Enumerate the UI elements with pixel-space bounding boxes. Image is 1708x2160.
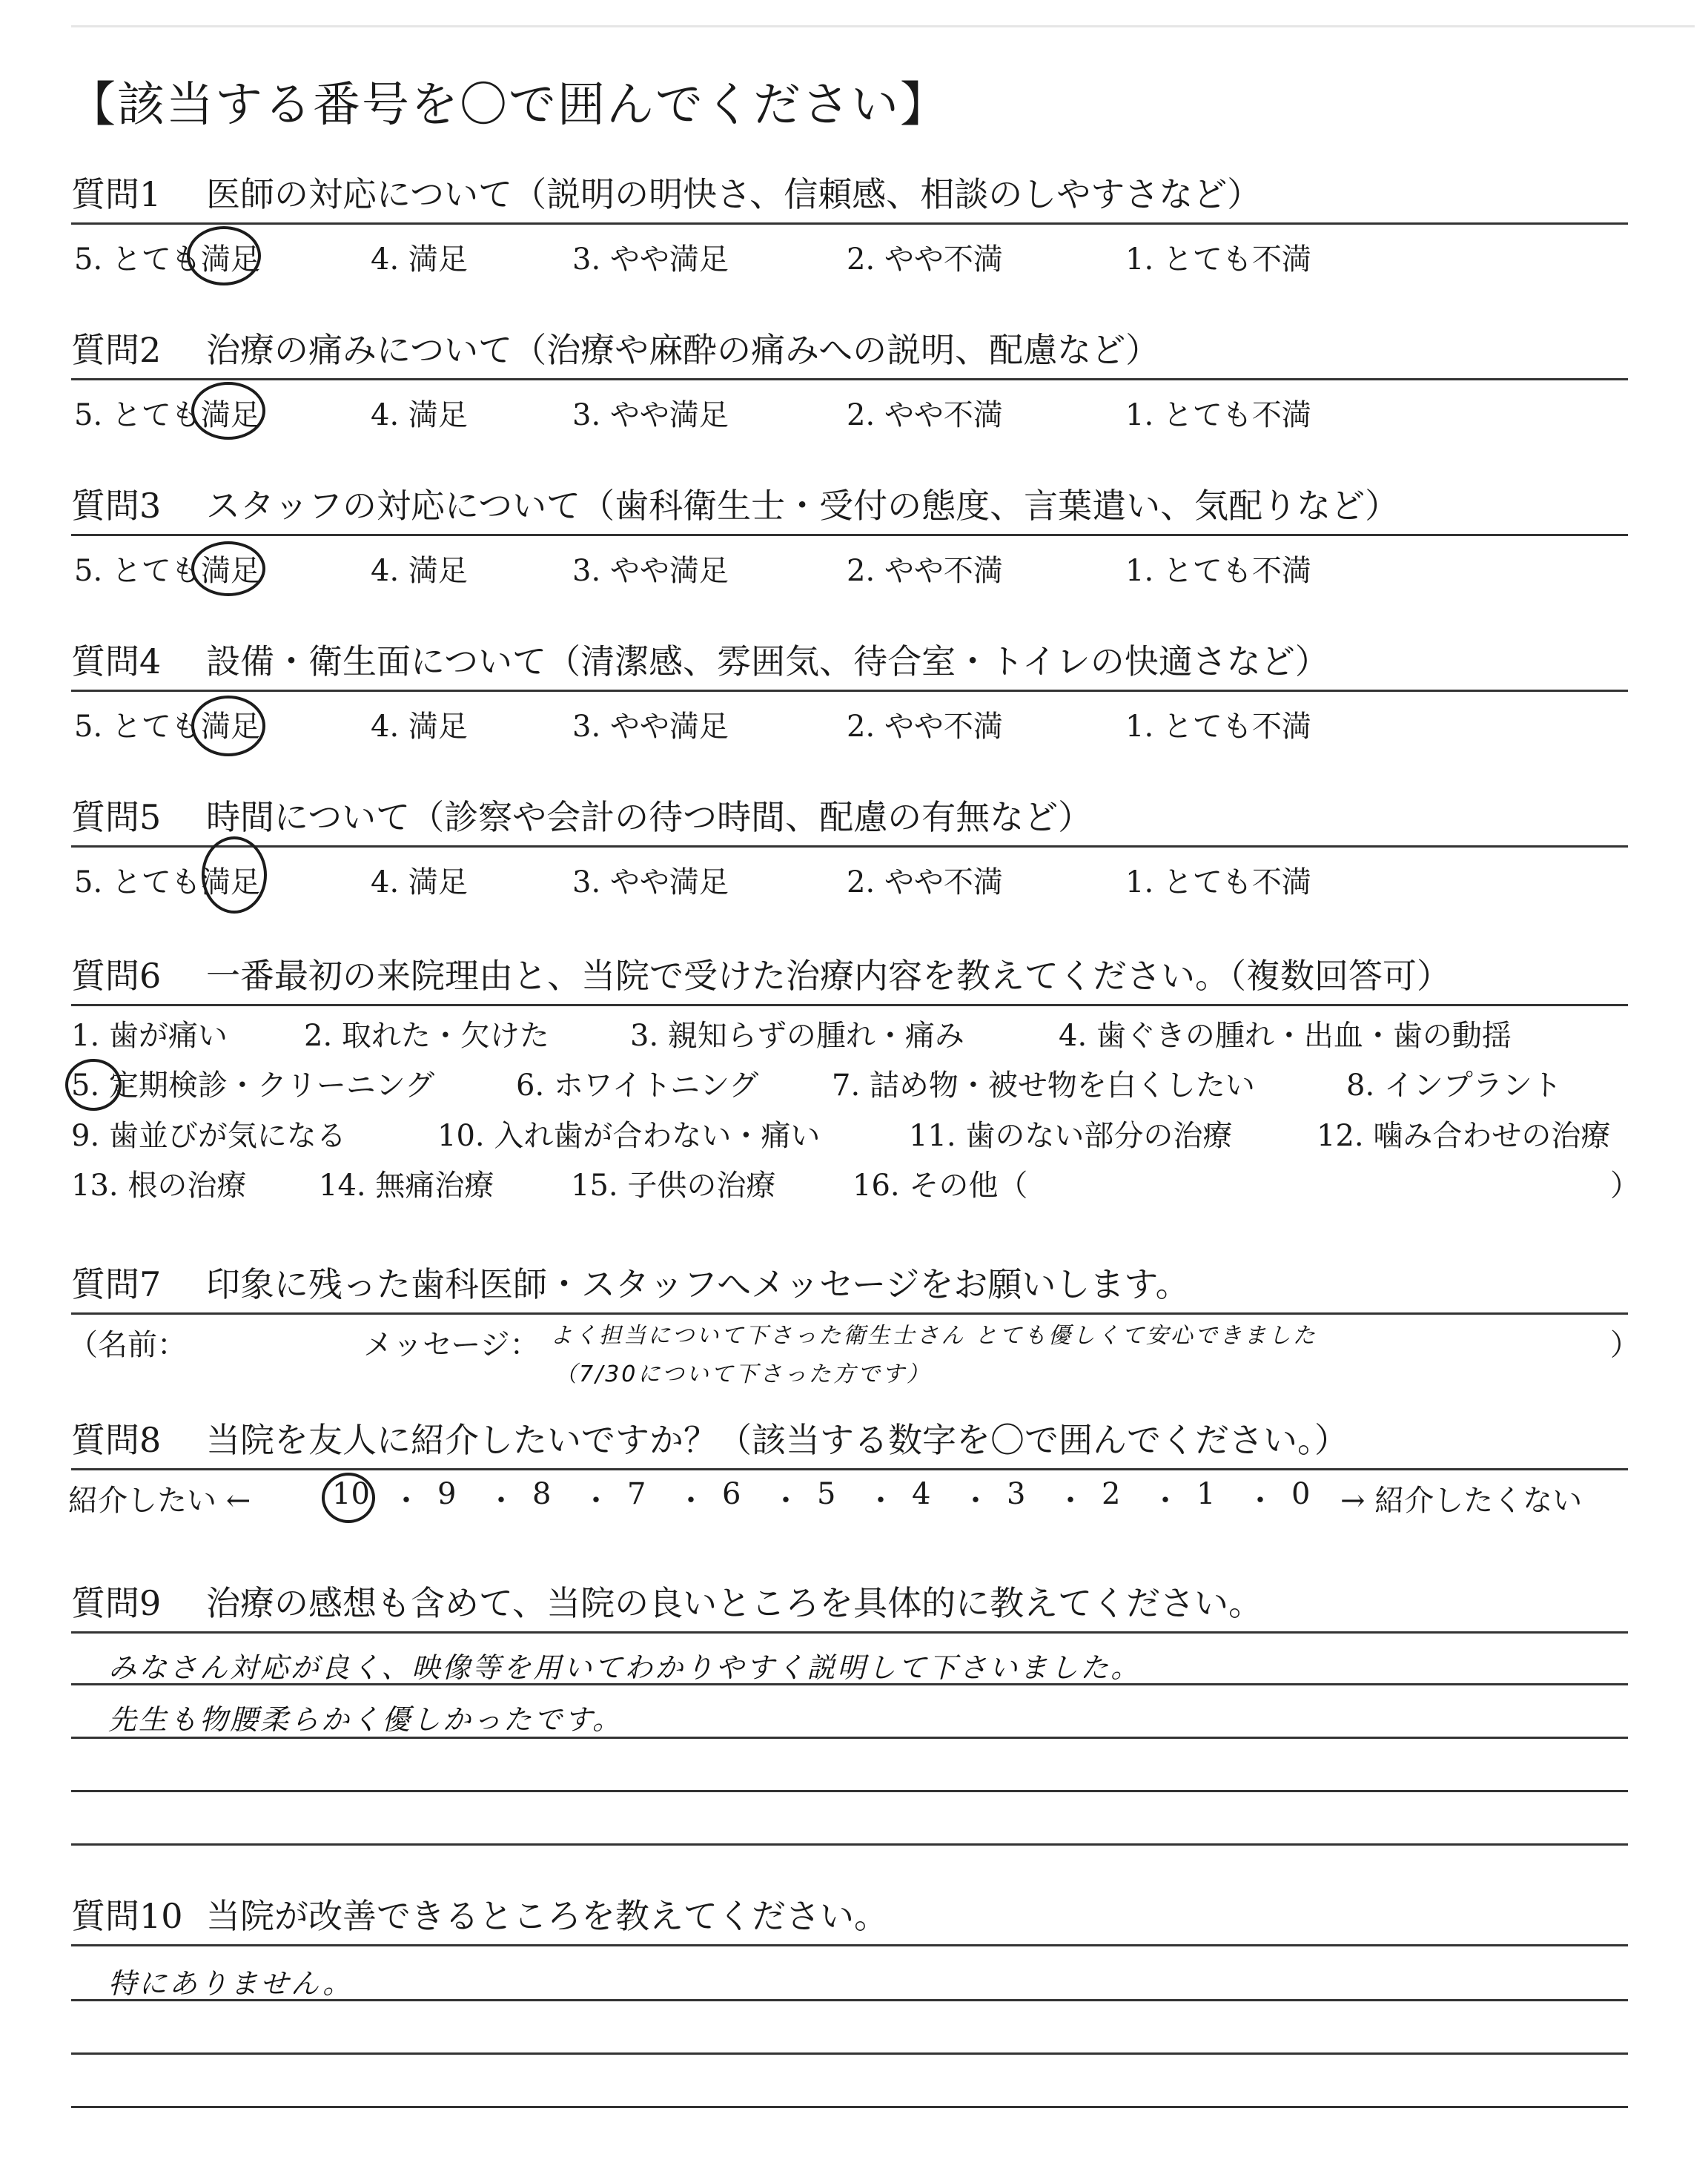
option-5[interactable]: 5. とても満足 xyxy=(74,398,260,432)
question-9-header xyxy=(71,1571,1628,1634)
question-label: 質問7 xyxy=(71,1264,162,1304)
option-1[interactable]: 1. とても不満 xyxy=(1125,554,1311,588)
option-8[interactable]: 8. インプラント xyxy=(1346,1069,1562,1103)
question-3-header xyxy=(71,473,1628,536)
option-1[interactable]: 1. とても不満 xyxy=(1125,398,1311,432)
question-text: 当院を友人に紹介したいですか？（該当する数字を〇で囲んでください。） xyxy=(206,1420,1348,1460)
question-8-header xyxy=(71,1407,1628,1470)
option-14[interactable]: 14. 無痛治療 xyxy=(319,1169,494,1203)
message-handwriting-line2[interactable]: （7/30について下さった方です） xyxy=(555,1361,931,1387)
option-12[interactable]: 12. 噛み合わせの治療 xyxy=(1317,1119,1611,1153)
option-2[interactable]: 2. やや不満 xyxy=(847,398,1003,432)
option-1[interactable]: 1. 歯が痛い xyxy=(71,1019,228,1053)
option-4[interactable]: 4. 満足 xyxy=(371,398,468,432)
option-5[interactable]: 5. とても満足 xyxy=(74,865,260,899)
option-1[interactable]: 1. とても不満 xyxy=(1125,242,1311,277)
option-3[interactable]: 3. やや満足 xyxy=(572,242,729,277)
question-text: 医師の対応について（説明の明快さ、信頼感、相談のしやすさなど） xyxy=(206,174,1262,214)
selection-circle-mark xyxy=(65,1059,122,1111)
question-label: 質問8 xyxy=(71,1420,162,1460)
option-3[interactable]: 3. 親知らずの腫れ・痛み xyxy=(630,1019,964,1053)
question-label: 質問2 xyxy=(71,330,162,370)
option-4[interactable]: 4. 満足 xyxy=(371,710,468,744)
option-6[interactable]: 6. ホワイトニング xyxy=(516,1069,759,1103)
question-text: スタッフの対応について（歯科衛生士・受付の態度、言葉遣い、気配りなど） xyxy=(206,486,1400,526)
option-4[interactable]: 4. 満足 xyxy=(371,865,468,899)
option-4[interactable]: 4. 満足 xyxy=(371,554,468,588)
answer-handwriting-line1[interactable]: みなさん対応が良く、映像等を用いてわかりやすく説明して下さいました。 xyxy=(108,1651,1142,1684)
question-text: 治療の痛みについて（治療や麻酔の痛みへの説明、配慮など） xyxy=(206,330,1160,370)
question-2-header xyxy=(71,317,1628,380)
scale-separator: ・ xyxy=(486,1484,516,1518)
option-11[interactable]: 11. 歯のない部分の治療 xyxy=(909,1119,1233,1153)
question-1-header xyxy=(71,162,1628,225)
option-15[interactable]: 15. 子供の治療 xyxy=(571,1169,776,1203)
selection-circle-mark xyxy=(187,226,261,285)
option-5[interactable]: 5. 定期検診・クリーニング xyxy=(71,1069,435,1103)
selection-circle-mark xyxy=(191,541,265,596)
top-rule xyxy=(71,25,1695,27)
message-label: メッセージ： xyxy=(363,1328,540,1362)
option-7[interactable]: 7. 詰め物・被せ物を白くしたい xyxy=(832,1069,1255,1103)
option-3[interactable]: 3. やや満足 xyxy=(572,398,729,432)
option-4[interactable]: 4. 満足 xyxy=(371,242,468,277)
question-label: 質問3 xyxy=(71,486,162,526)
writing-line xyxy=(71,2106,1628,2108)
scale-9[interactable]: 9 xyxy=(437,1477,457,1511)
question-6-header xyxy=(71,943,1628,1006)
option-2[interactable]: 2. やや不満 xyxy=(847,554,1003,588)
scale-3[interactable]: 3 xyxy=(1007,1477,1026,1511)
question-label: 質問6 xyxy=(71,956,162,996)
question-4-header xyxy=(71,629,1628,692)
scale-1[interactable]: 1 xyxy=(1196,1477,1216,1511)
question-label: 質問4 xyxy=(71,641,162,681)
question-label: 質問1 xyxy=(71,174,162,214)
option-5[interactable]: 5. とても満足 xyxy=(74,554,260,588)
scale-separator: ・ xyxy=(1056,1484,1085,1518)
scale-2[interactable]: 2 xyxy=(1102,1477,1121,1511)
scale-right-label: → 紹介したくない xyxy=(1340,1484,1583,1518)
option-2[interactable]: 2. やや不満 xyxy=(847,710,1003,744)
question-text: 時間について（診察や会計の待つ時間、配慮の有無など） xyxy=(206,797,1093,837)
writing-line xyxy=(71,1790,1628,1792)
option-2[interactable]: 2. やや不満 xyxy=(847,242,1003,277)
scale-separator: ・ xyxy=(866,1484,896,1518)
selection-circle-mark xyxy=(191,382,265,440)
scale-0[interactable]: 0 xyxy=(1291,1477,1311,1511)
question-label: 質問9 xyxy=(71,1583,162,1623)
name-label: （名前： xyxy=(68,1328,187,1362)
question-text: 当院が改善できるところを教えてください。 xyxy=(206,1896,888,1936)
option-5[interactable]: 5. とても満足 xyxy=(74,710,260,744)
option-1[interactable]: 1. とても不満 xyxy=(1125,710,1311,744)
scale-4[interactable]: 4 xyxy=(912,1477,931,1511)
question-7-header xyxy=(71,1252,1628,1315)
option-2[interactable]: 2. 取れた・欠けた xyxy=(304,1019,549,1053)
message-close-paren: ） xyxy=(1610,1328,1640,1362)
selection-circle-mark xyxy=(202,836,267,914)
option-3[interactable]: 3. やや満足 xyxy=(572,865,729,899)
option-5[interactable]: 5. とても満足 xyxy=(74,242,260,277)
question-text: 設備・衛生面について（清潔感、雰囲気、待合室・トイレの快適さなど） xyxy=(206,641,1329,681)
question-5-header xyxy=(71,785,1628,848)
question-text: 治療の感想も含めて、当院の良いところを具体的に教えてください。 xyxy=(206,1583,1263,1623)
answer-handwriting-line1[interactable]: 特にありません。 xyxy=(108,1967,354,2000)
option-16[interactable]: 16. その他（ xyxy=(853,1169,1028,1203)
option-3[interactable]: 3. やや満足 xyxy=(572,710,729,744)
scale-separator: ・ xyxy=(581,1484,611,1518)
scale-7[interactable]: 7 xyxy=(627,1477,646,1511)
writing-line xyxy=(71,2052,1628,2055)
option-2[interactable]: 2. やや不満 xyxy=(847,865,1003,899)
question-10-header xyxy=(71,1883,1628,1946)
selection-circle-mark xyxy=(322,1473,375,1523)
scale-10[interactable]: 10 xyxy=(332,1477,370,1511)
question-label: 質問10 xyxy=(71,1896,183,1936)
question-label: 質問5 xyxy=(71,797,162,837)
scale-5[interactable]: 5 xyxy=(817,1477,836,1511)
scale-left-label: 紹介したい ← xyxy=(68,1484,251,1518)
scale-separator: ・ xyxy=(1245,1484,1275,1518)
option-3[interactable]: 3. やや満足 xyxy=(572,554,729,588)
writing-line xyxy=(71,1843,1628,1846)
question-text: 印象に残った歯科医師・スタッフへメッセージをお願いします。 xyxy=(206,1264,1190,1304)
option-4[interactable]: 4. 歯ぐきの腫れ・出血・歯の動揺 xyxy=(1059,1019,1512,1053)
option-9[interactable]: 9. 歯並びが気になる xyxy=(71,1119,346,1153)
scale-separator: ・ xyxy=(391,1484,421,1518)
message-handwriting-line1[interactable]: よく担当について下さった衛生士さん とても優しくて安心できました xyxy=(550,1323,1317,1349)
answer-handwriting-line2[interactable]: 先生も物腰柔らかく優しかったです。 xyxy=(108,1703,623,1736)
option-10[interactable]: 10. 入れ歯が合わない・痛い xyxy=(437,1119,821,1153)
selection-circle-mark xyxy=(191,696,265,756)
option-13[interactable]: 13. 根の治療 xyxy=(71,1169,247,1203)
scale-separator: ・ xyxy=(771,1484,801,1518)
scale-6[interactable]: 6 xyxy=(722,1477,741,1511)
question-text: 一番最初の来院理由と、当院で受けた治療内容を教えてください。（複数回答可） xyxy=(206,956,1451,996)
option-1[interactable]: 1. とても不満 xyxy=(1125,865,1311,899)
scale-separator: ・ xyxy=(676,1484,706,1518)
scale-8[interactable]: 8 xyxy=(532,1477,552,1511)
scale-separator: ・ xyxy=(961,1484,990,1518)
other-close-paren: ） xyxy=(1610,1169,1640,1203)
scale-separator: ・ xyxy=(1151,1484,1180,1518)
page-title: 【該当する番号を〇で囲んでください】 xyxy=(68,78,949,133)
